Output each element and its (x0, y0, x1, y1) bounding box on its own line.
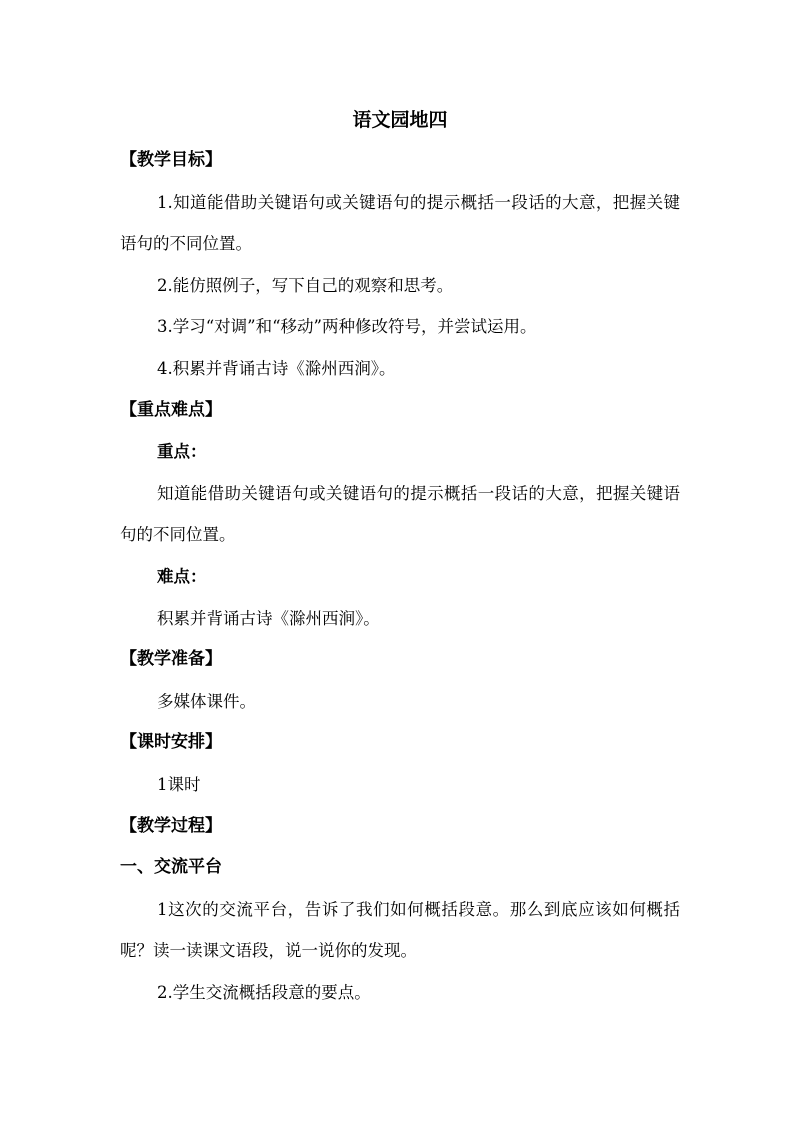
document-title: 语文园地四 (352, 109, 448, 131)
document-page (120, 100, 680, 1013)
key-point-label: 重点： (157, 442, 207, 462)
preparation-text: 多媒体课件。 (157, 691, 256, 711)
section-heading-key-points: 【重点难点】 (120, 399, 222, 420)
section-heading-preparation: 【教学准备】 (120, 649, 222, 670)
goal-item-2: 2.能仿照例子，写下自己的观察和思考。 (157, 275, 454, 295)
difficulty-text: 积累并背诵古诗《滁州西涧》。 (157, 608, 380, 628)
process-item-2: 2.学生交流概括段意的要点。 (157, 982, 371, 1002)
process-subheading: 一、交流平台 (120, 857, 222, 878)
key-point-text: 知道能借助关键语句或关键语句的提示概括一段话的大意，把握关键语句的不同位置。 (120, 483, 680, 545)
section-heading-schedule: 【课时安排】 (120, 732, 222, 753)
process-item-1: 1这次的交流平台，告诉了我们如何概括段意。那么到底应该如何概括呢？读一读课文语段，说一说你的发现。 (120, 899, 680, 961)
goal-item-4: 4.积累并背诵古诗《滁州西涧》。 (157, 358, 396, 378)
goal-item-3: 3.学习“对调”和“移动”两种修改符号，并尝试运用。 (157, 317, 537, 337)
schedule-text: 1课时 (157, 774, 201, 794)
section-heading-goals: 【教学目标】 (120, 150, 222, 170)
difficulty-label: 难点： (157, 566, 207, 586)
goal-item-1: 1.知道能借助关键语句或关键语句的提示概括一段话的大意，把握关键语句的不同位置。 (120, 192, 680, 254)
section-heading-process: 【教学过程】 (120, 815, 222, 836)
